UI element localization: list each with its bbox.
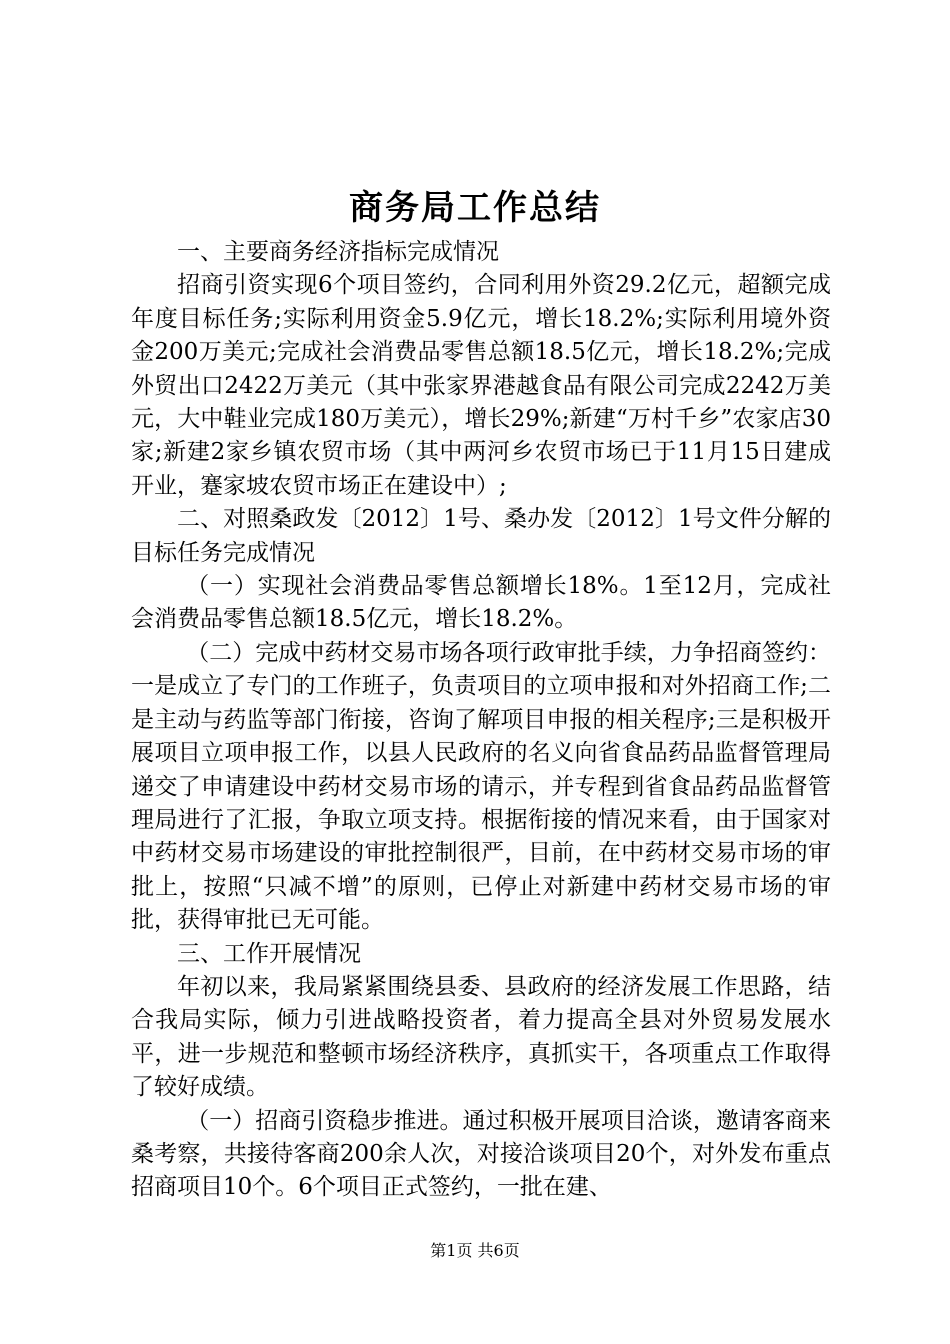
document-body	[131, 236, 831, 1205]
section-heading-3: 三、工作开展情况	[177, 940, 361, 967]
section-heading-2: 二、对照桑政发〔2012〕1号、桑办发〔2012〕1号文件分解的目标任务完成情况	[131, 506, 831, 566]
page-footer: 第1页 共6页	[430, 1241, 520, 1260]
paragraph-investment: （一）招商引资稳步推进。通过积极开展项目洽谈，邀请客商来桑考察，共接待客商200余人次，对接洽谈项目20个，对外发布重点招商项目10个。6个项目正式签约，一批在建、	[131, 1107, 831, 1201]
paragraph-indicators: 招商引资实现6个项目签约，合同利用外资29.2亿元，超额完成年度目标任务;实际利用资金5.9亿元，增长18.2%;实际利用境外资金200万美元;完成社会消费品零售总额18.5亿元，增长18.2%;完成外贸出口2422万美元（其中张家界港越食品有限公司完成2242万美元，大中鞋业完成180万美元），增长29%;新建“万村千乡”农家店30家;新建2家乡镇农贸市场（其中两河乡农贸市场已于11月15日建成开业，蹇家坡农贸市场正在建设中）;	[131, 272, 831, 499]
paragraph-work-overview: 年初以来，我局紧紧围绕县委、县政府的经济发展工作思路，结合我局实际，倾力引进战略投资者，着力提高全县对外贸易发展水平，进一步规范和整顿市场经济秩序，真抓实干，各项重点工作取得了较好成绩。	[131, 973, 831, 1101]
document-title: 商务局工作总结	[349, 188, 601, 228]
paragraph-herb-market: （二）完成中药材交易市场各项行政审批手续，力争招商签约：一是成立了专门的工作班子，负责项目的立项申报和对外招商工作;二是主动与药监等部门衔接，咨询了解项目申报的相关程序;三是积极开展项目立项申报工作，以县人民政府的名义向省食品药品监督管理局递交了申请建设中药材交易市场的请示，并专程到省食品药品监督管理局进行了汇报，争取立项支持。根据衔接的情况来看，由于国家对中药材交易市场建设的审批控制很严，目前，在中药材交易市场的审批上，按照“只减不增”的原则，已停止对新建中药材交易市场的审批，获得审批已无可能。	[131, 639, 831, 934]
section-heading-1: 一、主要商务经济指标完成情况	[177, 239, 499, 265]
paragraph-retail-sales: （一）实现社会消费品零售总额增长18%。1至12月，完成社会消费品零售总额18.5亿元，增长18.2%。	[131, 573, 831, 633]
